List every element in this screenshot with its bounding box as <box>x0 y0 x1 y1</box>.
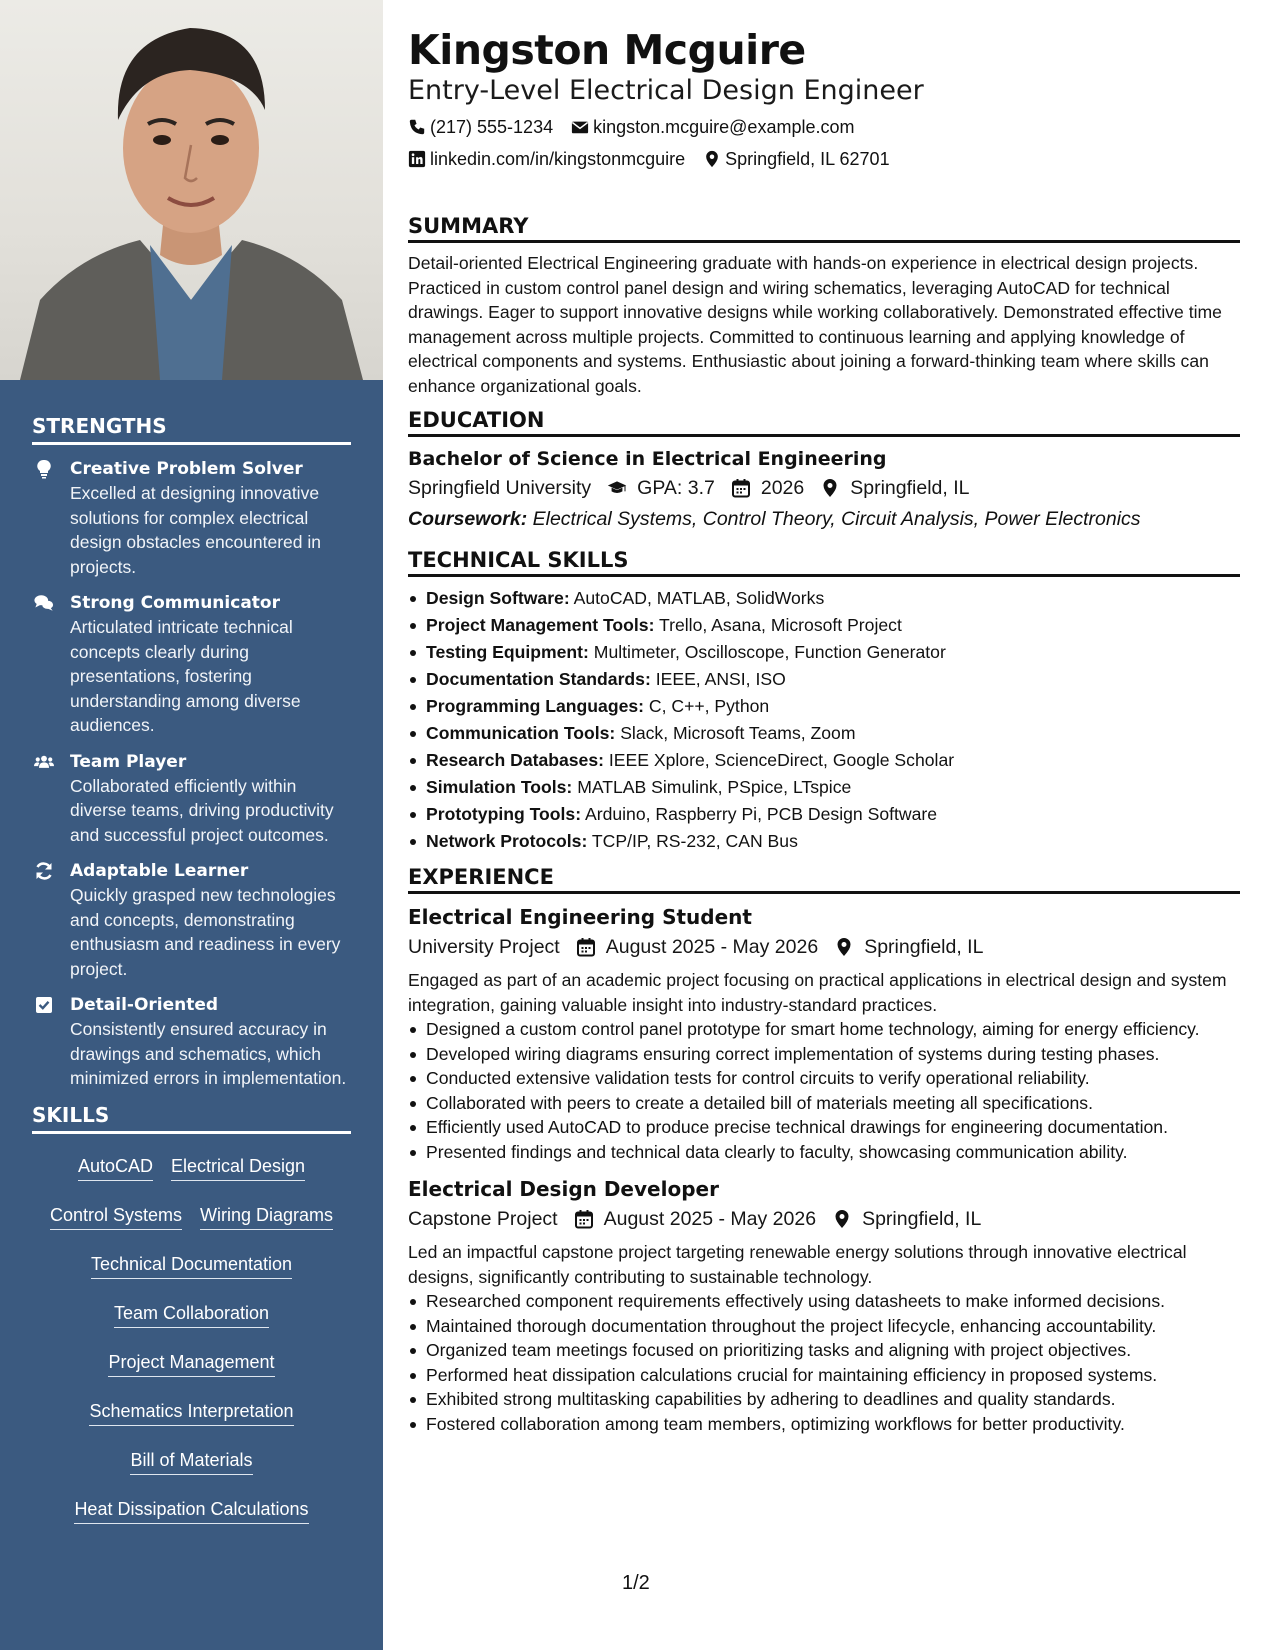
school-name: Springfield University <box>408 477 592 499</box>
skill-tag: Electrical Design <box>171 1155 305 1181</box>
sidebar <box>0 0 383 1650</box>
skill-tag: Project Management <box>108 1351 274 1377</box>
envelope-icon <box>571 118 589 136</box>
coursework-line <box>408 504 1240 534</box>
strength-item <box>32 591 351 738</box>
tech-skill-label: Documentation Standards: <box>426 669 651 689</box>
skill-tag: Bill of Materials <box>130 1449 252 1475</box>
comments-icon <box>32 591 70 738</box>
check-square-icon <box>32 993 70 1091</box>
strength-title: Strong Communicator <box>70 593 280 613</box>
skill-tag: Control Systems <box>50 1204 182 1230</box>
tech-skill-item <box>408 666 1240 693</box>
linkedin-contact[interactable] <box>408 149 685 170</box>
job-dates-item <box>574 1204 816 1234</box>
map-marker-icon <box>820 478 840 498</box>
strength-item <box>32 993 351 1091</box>
tech-skill-item <box>408 693 1240 720</box>
tech-skill-value: AutoCAD, MATLAB, SolidWorks <box>573 588 825 608</box>
job-dates: August 2025 - May 2026 <box>605 936 819 958</box>
job-bullet: Fostered collaboration among team members, optimizing workflows for better productivity. <box>408 1412 1240 1437</box>
job-org: University Project <box>408 936 560 958</box>
job-entry <box>408 902 1240 1164</box>
tech-skill-item <box>408 720 1240 747</box>
phone-text: (217) 555-1234 <box>430 116 554 137</box>
tech-skill-value: TCP/IP, RS-232, CAN Bus <box>591 831 798 851</box>
job-bullet: Performed heat dissipation calculations crucial for maintaining efficiency in proposed systems. <box>408 1363 1240 1388</box>
email-text: kingston.mcguire@example.com <box>593 116 855 137</box>
contact-row <box>408 114 1240 140</box>
map-marker-icon <box>834 937 854 957</box>
job-bullet: Organized team meetings focused on prioritizing tasks and aligning with project objectives. <box>408 1338 1240 1363</box>
job-meta <box>408 1204 1240 1234</box>
tech-skill-item <box>408 612 1240 639</box>
tech-skill-item <box>408 774 1240 801</box>
map-marker-icon <box>832 1209 852 1229</box>
tech-skill-label: Project Management Tools: <box>426 615 655 635</box>
education-meta <box>408 473 1240 503</box>
grad-year-text: 2026 <box>760 477 805 499</box>
tech-skill-item <box>408 747 1240 774</box>
job-bullet: Maintained thorough documentation throughout the project lifecycle, enhancing accountability. <box>408 1314 1240 1339</box>
strength-title: Detail-Oriented <box>70 995 219 1015</box>
job-org: Capstone Project <box>408 1208 558 1230</box>
calendar-icon <box>574 1209 594 1229</box>
experience-heading: EXPERIENCE <box>408 865 1240 894</box>
tech-skill-item <box>408 828 1240 855</box>
phone-icon <box>408 118 426 136</box>
job-bullet: Collaborated with peers to create a detailed bill of materials meeting all specifications. <box>408 1091 1240 1116</box>
skill-tag: AutoCAD <box>78 1155 153 1181</box>
job-description: Engaged as part of an academic project focusing on practical applications in electrical design and system integration, gaining valuable insight into industry-standard practices. <box>408 970 1227 1015</box>
job-location-item <box>832 1204 981 1234</box>
tech-skill-value: Trello, Asana, Microsoft Project <box>659 615 902 635</box>
page-number: 1/2 <box>622 1572 650 1594</box>
job-description: Led an impactful capstone project targeting renewable energy solutions through innovative electrical designs, significantly contributing to sustainable technology. <box>408 1242 1187 1287</box>
job-org-item <box>408 1204 558 1234</box>
tech-skill-value: MATLAB Simulink, PSpice, LTspice <box>577 777 852 797</box>
job-title: Electrical Design Developer <box>408 1177 719 1201</box>
contact-row-2 <box>408 146 1240 172</box>
portrait-illustration <box>0 0 383 380</box>
school-item <box>408 473 591 503</box>
job-bullet: Designed a custom control panel prototype for smart home technology, aiming for energy efficiency. <box>408 1017 1240 1042</box>
strength-title: Adaptable Learner <box>70 861 249 881</box>
candidate-name: Kingston Mcguire <box>408 26 806 74</box>
job-meta <box>408 932 1240 962</box>
strengths-section <box>0 414 383 1091</box>
strength-item <box>32 750 351 848</box>
job-bullet: Exhibited strong multitasking capabilities by adhering to deadlines and quality standards. <box>408 1387 1240 1412</box>
school-location-item <box>820 473 969 503</box>
strengths-heading: STRENGTHS <box>32 414 351 445</box>
strength-description: Consistently ensured accuracy in drawings and schematics, which minimized errors in implementation. <box>70 1019 347 1088</box>
tech-skill-value: Slack, Microsoft Teams, Zoom <box>620 723 856 743</box>
job-title: Electrical Engineering Student <box>408 905 752 929</box>
tech-skill-item <box>408 801 1240 828</box>
map-marker-icon <box>703 150 721 168</box>
strength-item <box>32 457 351 579</box>
sync-icon <box>32 859 70 981</box>
tech-skill-label: Programming Languages: <box>426 696 644 716</box>
grad-year-item <box>731 473 804 503</box>
job-bullets <box>408 1017 1240 1164</box>
school-location-text: Springfield, IL <box>850 477 970 499</box>
gpa-text: GPA: 3.7 <box>637 477 715 499</box>
job-entry <box>408 1174 1240 1436</box>
strength-description: Collaborated efficiently within diverse teams, driving productivity and successful project outcomes. <box>70 775 334 845</box>
coursework-label: Coursework: <box>408 508 528 530</box>
strength-item <box>32 859 351 981</box>
strength-title: Creative Problem Solver <box>70 459 303 479</box>
job-location-item <box>834 932 983 962</box>
skill-tag: Team Collaboration <box>114 1302 269 1328</box>
tech-skill-label: Communication Tools: <box>426 723 616 743</box>
job-org-item <box>408 932 560 962</box>
job-bullet: Researched component requirements effectively using datasheets to make informed decisions. <box>408 1289 1240 1314</box>
address-contact <box>703 149 889 170</box>
job-bullet: Conducted extensive validation tests for control circuits to verify operational reliability. <box>408 1066 1240 1091</box>
strength-description: Quickly grasped new technologies and concepts, demonstrating enthusiasm and readiness in every project. <box>70 885 341 979</box>
technical-skills-heading: TECHNICAL SKILLS <box>408 548 1240 577</box>
tech-skill-label: Testing Equipment: <box>426 642 589 662</box>
job-dates: August 2025 - May 2026 <box>603 1208 817 1230</box>
profile-photo <box>0 0 383 380</box>
tech-skill-label: Network Protocols: <box>426 831 588 851</box>
strength-description: Excelled at designing innovative solutions for complex electrical design obstacles encountered in projects. <box>70 483 322 577</box>
gpa-item <box>607 473 715 503</box>
technical-skills-list <box>408 585 1240 855</box>
tech-skill-value: Arduino, Raspberry Pi, PCB Design Software <box>584 804 938 824</box>
tech-skill-label: Prototyping Tools: <box>426 804 582 824</box>
coursework-text: Electrical Systems, Control Theory, Circuit Analysis, Power Electronics <box>532 508 1141 530</box>
summary-heading: SUMMARY <box>408 214 1240 243</box>
linkedin-text: linkedin.com/in/kingstonmcguire <box>430 148 686 169</box>
calendar-icon <box>731 478 751 498</box>
main-content <box>408 0 1240 1436</box>
job-bullet: Developed wiring diagrams ensuring correct implementation of systems during testing phases. <box>408 1042 1240 1067</box>
users-icon <box>32 750 70 848</box>
job-title-headline: Entry-Level Electrical Design Engineer <box>408 75 924 106</box>
tech-skill-value: Multimeter, Oscilloscope, Function Generator <box>593 642 946 662</box>
job-bullet: Efficiently used AutoCAD to produce precise technical drawings for engineering documentation. <box>408 1115 1240 1140</box>
tech-skill-value: IEEE, ANSI, ISO <box>655 669 786 689</box>
job-bullet: Presented findings and technical data clearly to faculty, showcasing communication ability. <box>408 1140 1240 1165</box>
strength-description: Articulated intricate technical concepts clearly during presentations, fostering understanding among diverse audiences. <box>70 617 301 735</box>
email-contact[interactable] <box>571 117 854 138</box>
skill-tag: Schematics Interpretation <box>89 1400 293 1426</box>
job-location: Springfield, IL <box>864 936 984 958</box>
skills-heading: SKILLS <box>32 1103 351 1134</box>
graduation-cap-icon <box>607 478 627 498</box>
tech-skill-value: C, C++, Python <box>648 696 770 716</box>
degree-name: Bachelor of Science in Electrical Engineering <box>408 448 887 470</box>
phone-contact[interactable] <box>408 117 553 138</box>
skills-list <box>32 1146 351 1538</box>
skill-tag: Wiring Diagrams <box>200 1204 333 1230</box>
tech-skill-label: Research Databases: <box>426 750 604 770</box>
skill-tag: Heat Dissipation Calculations <box>74 1498 308 1524</box>
tech-skill-item <box>408 585 1240 612</box>
linkedin-icon <box>408 150 426 168</box>
calendar-icon <box>576 937 596 957</box>
job-location: Springfield, IL <box>862 1208 982 1230</box>
skills-section <box>0 1103 383 1538</box>
lightbulb-icon <box>32 457 70 579</box>
tech-skill-item <box>408 639 1240 666</box>
strength-title: Team Player <box>70 751 187 772</box>
skill-tag: Technical Documentation <box>91 1253 292 1279</box>
job-dates-item <box>576 932 818 962</box>
education-heading: EDUCATION <box>408 408 1240 437</box>
tech-skill-label: Simulation Tools: <box>426 777 573 797</box>
tech-skill-label: Design Software: <box>426 588 570 608</box>
summary-text: Detail-oriented Electrical Engineering graduate with hands-on experience in electrical design projects. Practiced in custom control panel design and wiring schematics, leveraging AutoCAD for technical drawings. Eager to support innovative designs while working collaboratively. Demonstrated effective time management across multiple projects. Committed to continuous learning and applying knowledge of electrical components and systems. Enthusiastic about joining a forward-thinking team where skills can enhance organizational goals. <box>408 253 1222 396</box>
tech-skill-value: IEEE Xplore, ScienceDirect, Google Scholar <box>608 750 955 770</box>
job-bullets <box>408 1289 1240 1436</box>
address-text: Springfield, IL 62701 <box>725 148 890 169</box>
